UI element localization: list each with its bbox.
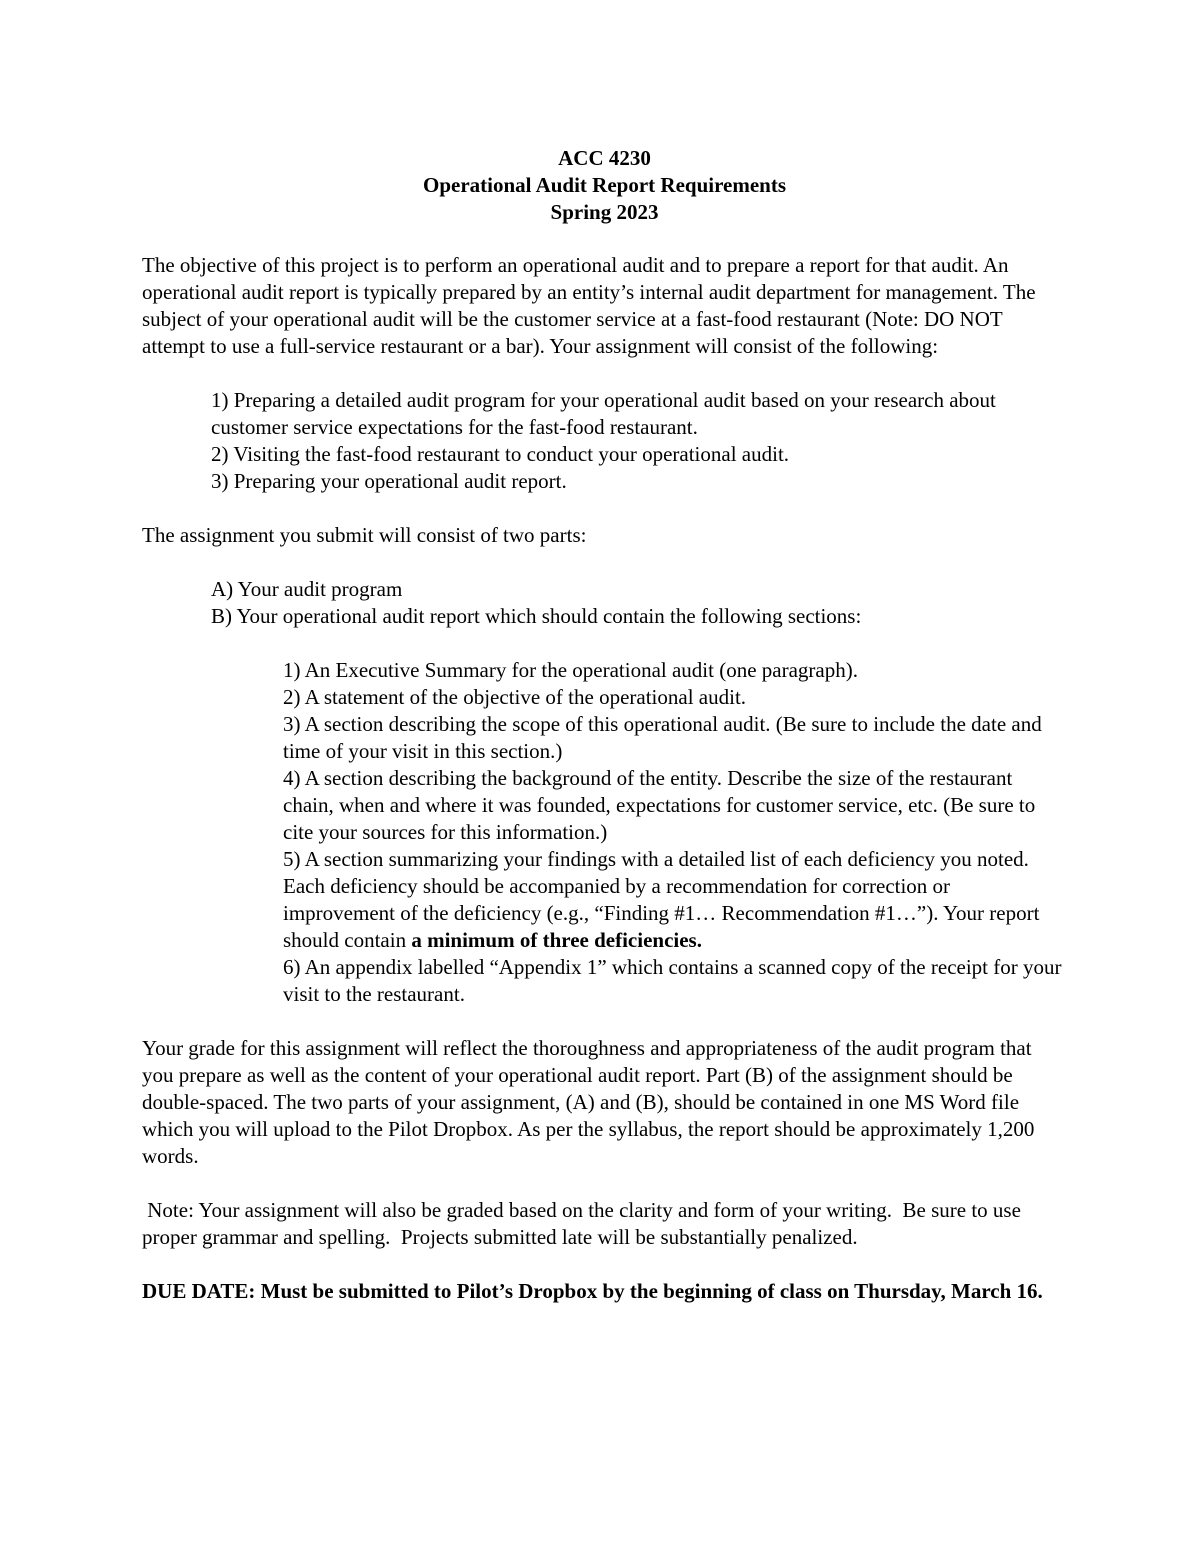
section-item: 3) A section describing the scope of this operational audit. (Be sure to include the date and time of your visit in this section.)	[283, 712, 1042, 763]
intro-paragraph: The objective of this project is to perform an operational audit and to prepare a report for that audit. An operational audit report is typically prepared by an entity’s internal audit department for management. The subject of your operational audit will be the customer service at a fast-food restaurant (Note: DO NOT attempt to use a full-service restaurant or a bar). Your assignment will consist of the following:	[142, 253, 1036, 358]
grading-paragraph: Your grade for this assignment will reflect the thoroughness and appropriateness of the audit program that you prepare as well as the content of your operational audit report. Part (B) of the assignment should be double-spaced. The two parts of your assignment, (A) and (B), should be contained in one MS Word file which you will upload to the Pilot Dropbox. As per the syllabus, the report should be approximately 1,200 words.	[142, 1036, 1035, 1168]
steps-list	[211, 387, 1067, 495]
minimum-deficiencies: a minimum of three deficiencies.	[411, 928, 702, 952]
section-item: 2) A statement of the objective of the operational audit.	[283, 685, 747, 709]
section-item: 1) An Executive Summary for the operational audit (one paragraph).	[283, 658, 858, 682]
step-item: 2) Visiting the fast-food restaurant to conduct your operational audit.	[211, 442, 790, 466]
section-item	[283, 846, 1067, 954]
course-code: ACC 4230	[558, 146, 651, 170]
parts-list	[211, 576, 1067, 630]
report-sections-list	[283, 657, 1067, 1008]
section-item: 4) A section describing the background of the entity. Describe the size of the restaurant chain, when and where it was founded, expectations for customer service, etc. (Be sure to cite your sources for this information.)	[283, 766, 1036, 844]
document-title: Operational Audit Report Requirements	[422, 173, 787, 197]
term: Spring 2023	[550, 200, 659, 224]
step-item: 1) Preparing a detailed audit program for your operational audit based on your research about customer service expectations for the fast-food restaurant.	[211, 388, 996, 439]
part-b: B) Your operational audit report which should contain the following sections:	[211, 604, 862, 628]
section-5-text: 5) A section summarizing your findings with a detailed list of each deficiency you noted. Each deficiency should be accompanied by a recommendation for correction or improvement of the deficiency (e.g., “Finding #1… Recommendation #1…”). Your report should contain	[283, 847, 1040, 952]
step-item: 3) Preparing your operational audit report.	[211, 469, 567, 493]
note-paragraph: Note: Your assignment will also be graded based on the clarity and form of your writing. Be sure to use proper grammar and spelling. Projects submitted late will be substantially penalized.	[142, 1198, 1027, 1249]
part-a: A) Your audit program	[211, 577, 403, 601]
document-body	[142, 145, 1067, 1305]
title-block	[142, 145, 1067, 226]
section-item: 6) An appendix labelled “Appendix 1” which contains a scanned copy of the receipt for your visit to the restaurant.	[283, 955, 1062, 1006]
due-date: DUE DATE: Must be submitted to Pilot’s Dropbox by the beginning of class on Thursday, March 16.	[142, 1279, 1043, 1303]
parts-intro: The assignment you submit will consist of two parts:	[142, 523, 587, 547]
